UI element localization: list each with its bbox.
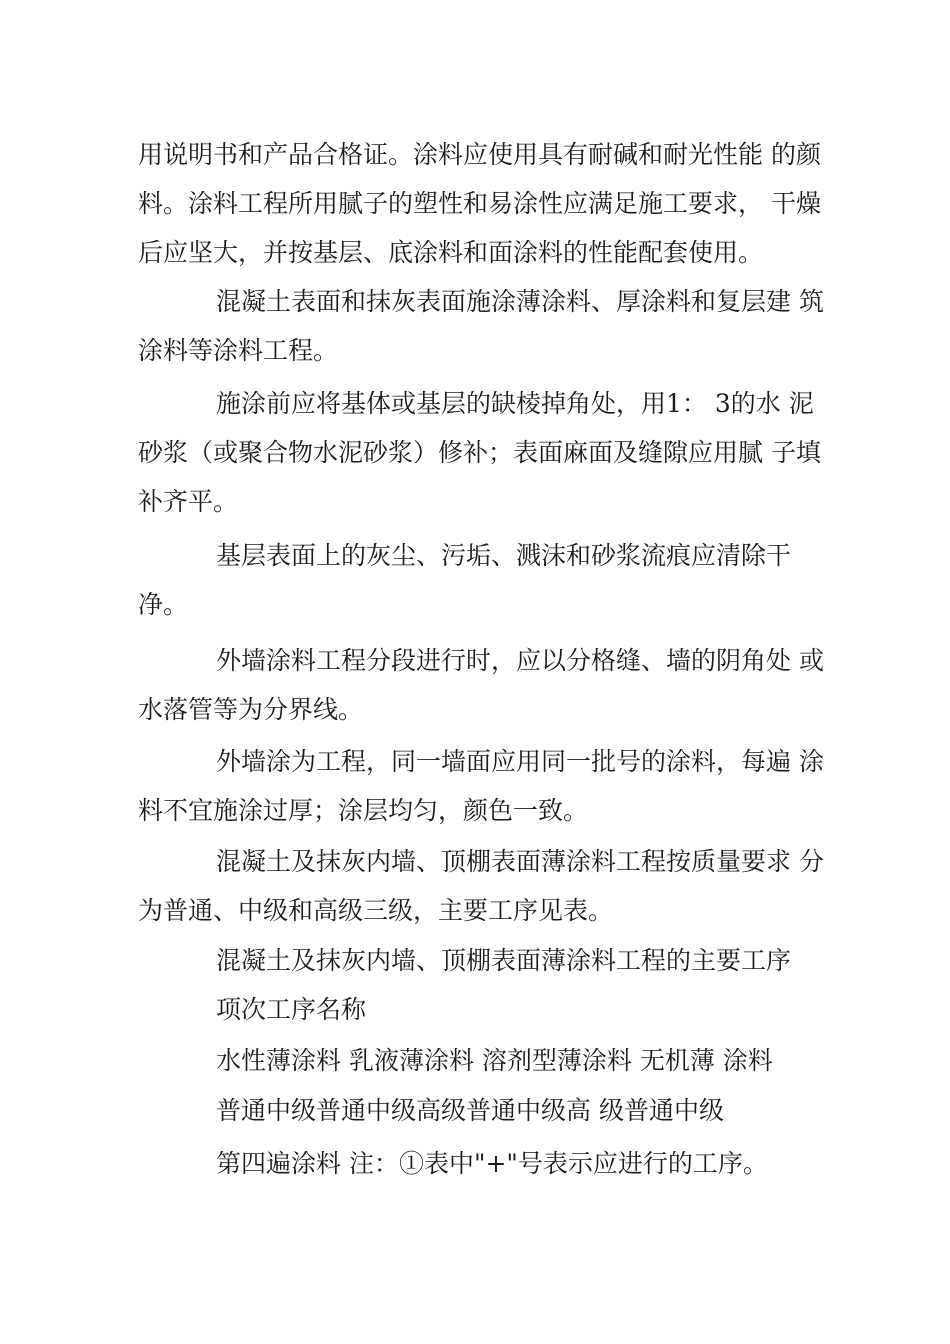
text-line: 第四遍涂料 注：①表中"+"号表示应进行的工序。: [216, 1149, 768, 1178]
text-line: 净。: [138, 590, 189, 619]
paragraph-paint-materials: [138, 130, 828, 277]
text-line: 混凝土及抹灰内墙、顶棚表面薄涂料工程按质量要求 分: [216, 847, 824, 876]
table-header-levels: [138, 1086, 828, 1135]
table-header-coatings: [138, 1036, 828, 1085]
text-line: 项次工序名称: [216, 995, 367, 1024]
text-line: 混凝土及抹灰内墙、顶棚表面薄涂料工程的主要工序: [216, 946, 792, 975]
text-line: 外墙涂为工程，同一墙面应用同一批号的涂料，每遍 涂: [216, 747, 824, 776]
text-line: 料不宜施涂过厚；涂层均匀，颜色一致。: [138, 796, 589, 825]
text-line: 施涂前应将基体或基层的缺棱掉角处，用1： 3的水 泥: [216, 389, 814, 418]
text-line: 补齐平。: [138, 487, 239, 516]
table-caption: [138, 936, 828, 985]
paragraph-repair: [138, 379, 828, 526]
paragraph-exterior-batch: [138, 737, 828, 835]
text-line: 料。涂料工程所用腻子的塑性和易涂性应满足施工要求， 干燥: [138, 189, 821, 218]
paragraph-quality-levels: [138, 837, 828, 935]
text-line: 后应坚大，并按基层、底涂料和面涂料的性能配套使用。: [138, 238, 764, 267]
text-line: 砂浆（或聚合物水泥砂浆）修补；表面麻面及缝隙应用腻 子填: [138, 438, 821, 467]
text-line: 水性薄涂料 乳液薄涂料 溶剂型薄涂料 无机薄 涂料: [216, 1046, 773, 1075]
table-header-item: [138, 985, 828, 1034]
text-line: 普通中级普通中级高级普通中级高 级普通中级: [216, 1096, 724, 1125]
text-line: 涂料等涂料工程。: [138, 336, 339, 365]
text-line: 基层表面上的灰尘、污垢、溅沫和砂浆流痕应清除干: [216, 541, 792, 570]
text-line: 为普通、中级和高级三级，主要工序见表。: [138, 896, 614, 925]
text-line: 用说明书和产品合格证。涂料应使用具有耐碱和耐光性能 的颜: [138, 140, 821, 169]
text-line: 外墙涂料工程分段进行时，应以分格缝、墙的阴角处 或: [216, 646, 824, 675]
text-line: 水落管等为分界线。: [138, 695, 364, 724]
paragraph-scope: [138, 277, 828, 375]
text-line: 混凝土表面和抹灰表面施涂薄涂料、厚涂料和复层建 筑: [216, 287, 824, 316]
paragraph-exterior-sections: [138, 636, 828, 734]
table-footnote: [138, 1139, 828, 1188]
paragraph-cleaning: [138, 531, 828, 629]
